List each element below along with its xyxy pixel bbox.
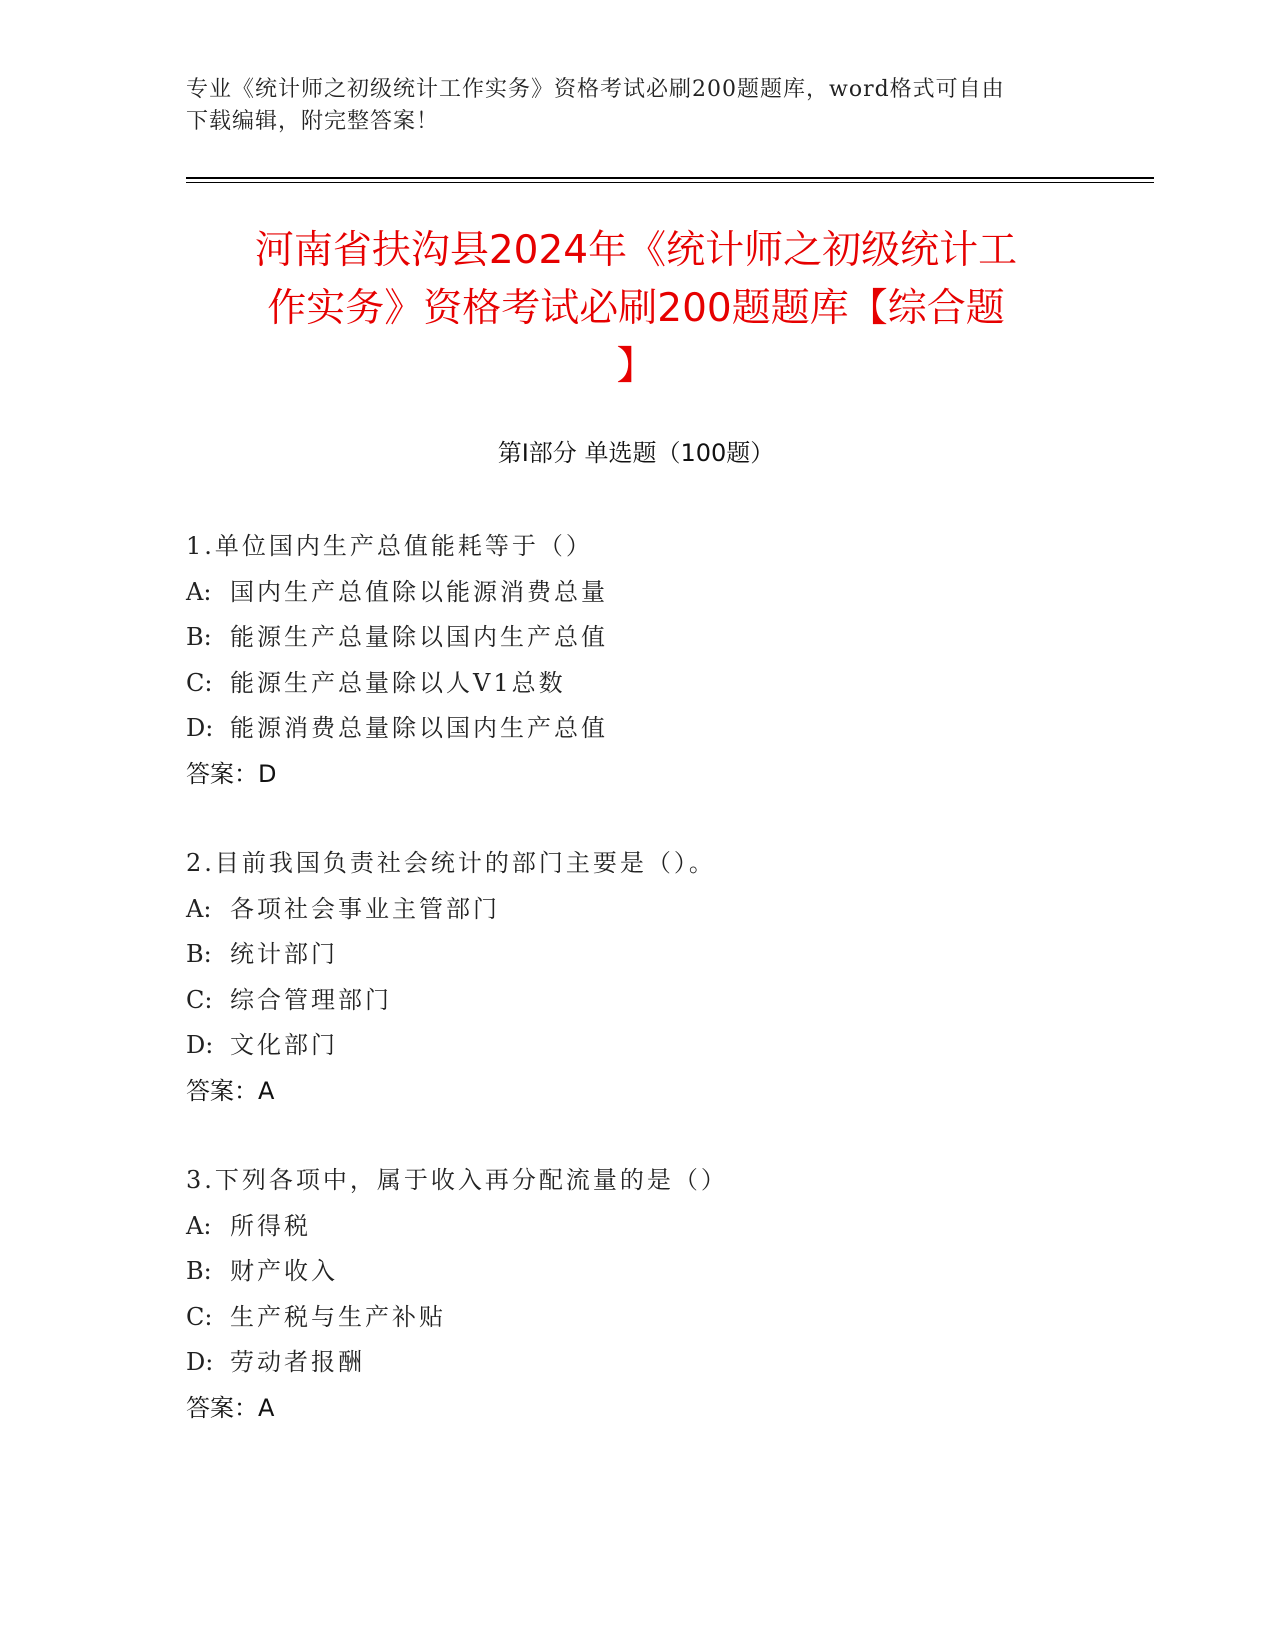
answer-text: 答案：D	[186, 759, 277, 788]
option-key: B:	[186, 1257, 212, 1285]
option-key: C:	[186, 985, 213, 1014]
option-text: 统计部门	[230, 940, 338, 968]
answer-text: 答案：A	[186, 1076, 275, 1105]
option-b	[186, 615, 1086, 661]
option-a	[186, 1204, 1086, 1250]
option-a	[186, 887, 1086, 933]
question-item	[186, 524, 1086, 797]
option-key: D:	[186, 1031, 214, 1059]
option-text: 生产税与生产补贴	[230, 1302, 446, 1331]
option-d	[186, 1023, 1086, 1069]
title-line-3: 】	[616, 344, 656, 389]
option-text: 能源生产总量除以国内生产总值	[230, 623, 608, 651]
option-key: B:	[186, 623, 212, 651]
option-text: 综合管理部门	[230, 985, 392, 1014]
option-c	[186, 661, 1086, 707]
option-text: 能源消费总量除以国内生产总值	[230, 714, 608, 742]
option-text: 国内生产总值除以能源消费总量	[230, 577, 608, 606]
option-text: 劳动者报酬	[230, 1348, 365, 1376]
option-key: D:	[186, 1348, 214, 1376]
option-a	[186, 570, 1086, 616]
option-b	[186, 932, 1086, 978]
option-key: A:	[186, 577, 212, 606]
header-divider-thick	[186, 177, 1154, 179]
question-item	[186, 1158, 1086, 1431]
option-c	[186, 978, 1086, 1024]
option-key: D:	[186, 714, 214, 742]
header-line-1: 专业《统计师之初级统计工作实务》资格考试必刷200题题库，word格式可自由	[186, 77, 1005, 102]
title-line-1: 河南省扶沟县2024年《统计师之初级统计工	[254, 228, 1018, 273]
option-key: C:	[186, 668, 213, 697]
title-line-2: 作实务》资格考试必刷200题题库【综合题	[267, 286, 1005, 331]
option-text: 能源生产总量除以人V1总数	[230, 668, 566, 697]
option-key: A:	[186, 1211, 212, 1240]
document-header	[186, 74, 1066, 138]
question-text: 2.目前我国负责社会统计的部门主要是（）。	[186, 849, 716, 877]
section-title: 第Ⅰ部分 单选题（100题）	[497, 439, 775, 467]
option-key: A:	[186, 894, 212, 923]
header-line-2: 下载编辑，附完整答案！	[186, 109, 440, 134]
option-text: 文化部门	[230, 1031, 338, 1059]
option-c	[186, 1295, 1086, 1341]
question-item	[186, 841, 1086, 1114]
question-text: 1.单位国内生产总值能耗等于（）	[186, 532, 593, 560]
option-key: B:	[186, 940, 212, 968]
option-text: 各项社会事业主管部门	[230, 894, 500, 923]
answer-text: 答案：A	[186, 1393, 275, 1422]
document-title	[186, 222, 1086, 396]
option-text: 财产收入	[230, 1257, 338, 1285]
option-d	[186, 706, 1086, 752]
option-b	[186, 1249, 1086, 1295]
option-key: C:	[186, 1302, 213, 1331]
option-d	[186, 1340, 1086, 1386]
header-divider-thin	[186, 182, 1154, 183]
option-text: 所得税	[230, 1211, 311, 1240]
question-text: 3.下列各项中，属于收入再分配流量的是（）	[186, 1166, 728, 1194]
